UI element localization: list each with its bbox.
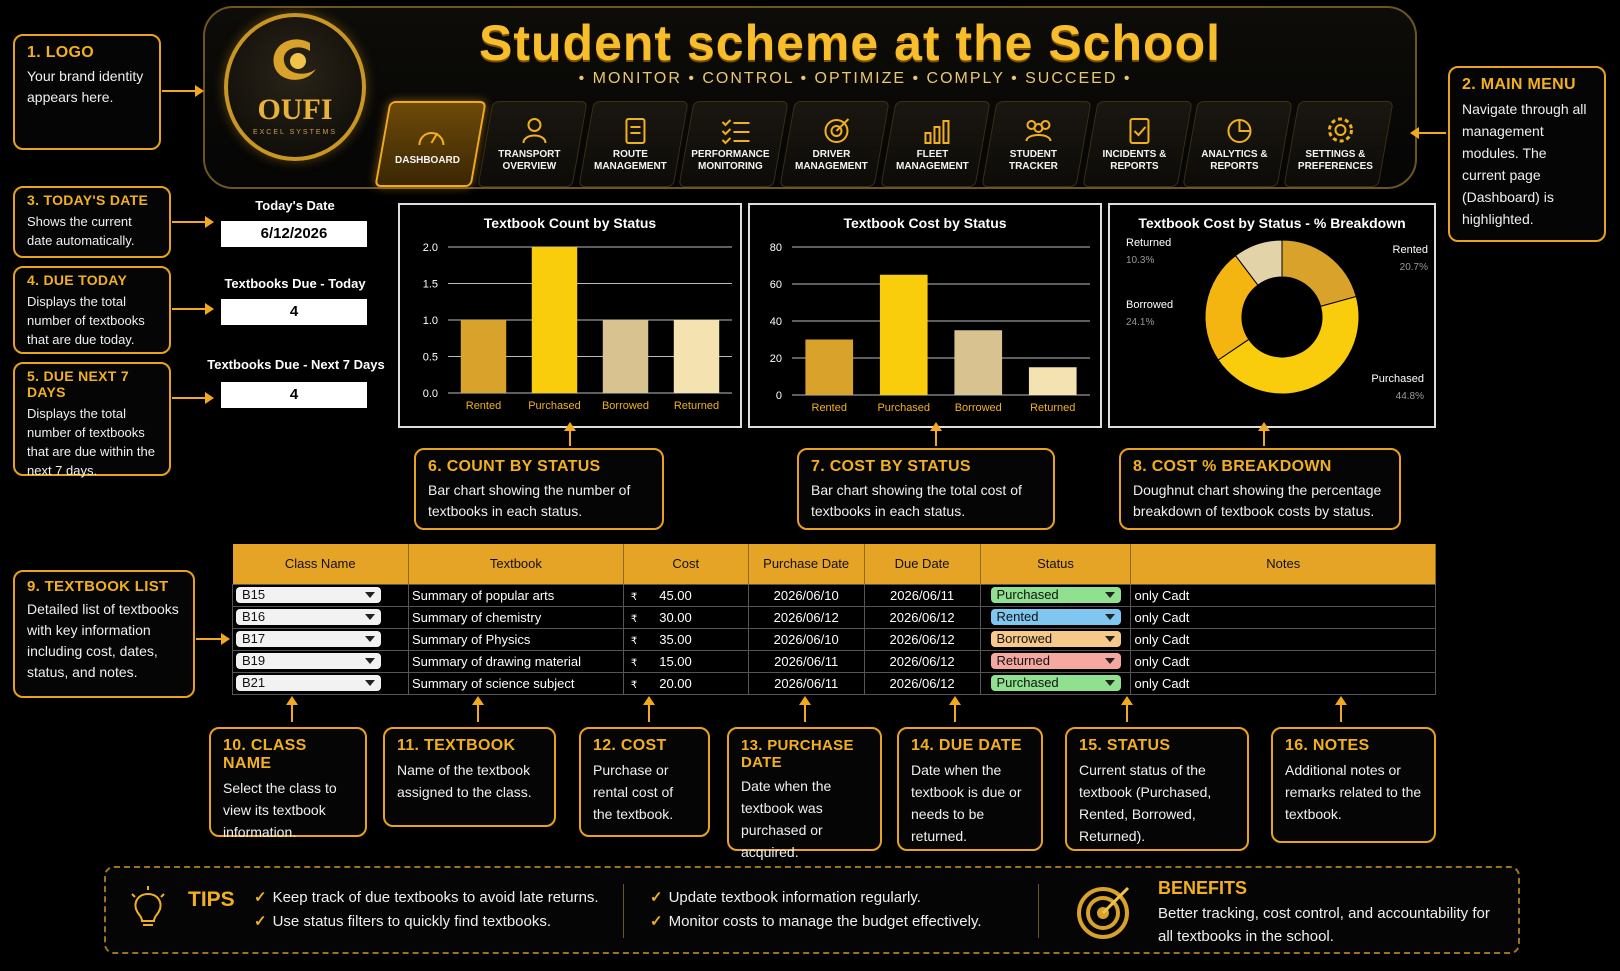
bar[interactable] (954, 330, 1002, 395)
status-select[interactable]: Rented (991, 609, 1121, 625)
arrow-icon (935, 430, 937, 446)
callout-title: 5. DUE NEXT 7 DAYS (27, 368, 129, 400)
slice-percent: 10.3% (1126, 255, 1155, 266)
arrow-icon (1126, 704, 1128, 722)
callout-desc: Purchase or rental cost of the textbook. (593, 762, 674, 822)
class-select[interactable]: B16 (236, 609, 381, 625)
gear-icon (1325, 115, 1357, 145)
callout-count-by-status (414, 448, 664, 530)
callout-desc: Doughnut chart showing the percentage breakdown of textbook costs by status. (1133, 482, 1382, 519)
due-date-cell[interactable]: 2026/06/12 (864, 628, 980, 650)
menu-label: INCIDENTS & REPORTS (1102, 149, 1166, 172)
cost-value: 35.00 (659, 631, 692, 647)
divider (623, 884, 624, 938)
menu-label: PERFORMANCE MONITORING (691, 149, 770, 172)
table-row (233, 628, 1436, 650)
textbook-cell[interactable]: Summary of drawing material (408, 650, 623, 672)
y-tick-label: 60 (769, 279, 782, 291)
callout-notes (1271, 727, 1436, 843)
status-select[interactable]: Borrowed (991, 631, 1121, 647)
user-icon (519, 115, 551, 145)
cost-cell[interactable] (623, 606, 748, 628)
purchase-date-cell[interactable]: 2026/06/11 (748, 650, 864, 672)
arrow-icon (172, 221, 212, 223)
logo-text: OUFI (257, 93, 333, 126)
slice-percent: 20.7% (1399, 262, 1428, 273)
currency-icon: ₹ (630, 657, 638, 669)
report-icon (1123, 115, 1155, 145)
tip-item: ✓ Keep track of due textbooks to avoid late returns. (254, 889, 599, 906)
lightbulb-icon (128, 886, 168, 932)
callout-desc: Your brand identity appears here. (27, 68, 144, 105)
bar[interactable] (461, 320, 506, 393)
callout-desc: Bar chart showing the total cost of textbooks in each status. (811, 482, 1022, 519)
notes-cell[interactable]: only Cadt (1131, 584, 1436, 606)
callout-title: 4. DUE TODAY (27, 272, 128, 288)
target-icon (1076, 882, 1134, 940)
group-icon (1023, 115, 1055, 145)
main-menu (382, 101, 1392, 187)
callout-cost-breakdown (1119, 448, 1401, 530)
callout-due-week (13, 362, 171, 476)
callout-desc: Date when the textbook was purchased or acquired. (741, 778, 832, 860)
menu-label: DRIVER MANAGEMENT (795, 149, 868, 172)
target-icon (821, 115, 853, 145)
y-tick-label: 40 (769, 316, 782, 328)
menu-item-driver-management[interactable] (780, 101, 890, 187)
logo[interactable] (224, 13, 366, 161)
textbook-cell[interactable]: Summary of Physics (408, 628, 623, 650)
callout-desc: Bar chart showing the number of textbooks in each status. (428, 482, 631, 519)
y-tick-label: 0.0 (422, 388, 438, 400)
textbook-cell[interactable]: Summary of chemistry (408, 606, 623, 628)
table-row (233, 584, 1436, 606)
y-tick-label: 20 (769, 353, 782, 365)
arrow-icon (1263, 430, 1265, 446)
menu-item-student-tracker[interactable] (981, 101, 1091, 187)
callout-desc: Additional notes or remarks related to the textbook. (1285, 762, 1422, 822)
purchase-date-cell[interactable]: 2026/06/10 (748, 584, 864, 606)
tips-panel (104, 866, 1520, 954)
notes-cell[interactable]: only Cadt (1131, 606, 1436, 628)
arrow-icon (804, 704, 806, 722)
menu-item-analytics-reports[interactable] (1183, 101, 1293, 187)
menu-label: TRANSPORT OVERVIEW (498, 149, 561, 172)
callout-status (1065, 727, 1249, 851)
cost-value: 15.00 (659, 653, 692, 669)
menu-item-route-management[interactable] (578, 101, 688, 187)
callout-title: 6. COUNT BY STATUS (428, 458, 601, 475)
x-tick-label: Borrowed (601, 400, 650, 412)
class-select[interactable]: B19 (236, 653, 381, 669)
arrow-icon (162, 90, 202, 92)
callout-cost-by-status (797, 448, 1055, 530)
table-row (233, 672, 1436, 694)
x-tick-label: Purchased (528, 400, 581, 412)
slice-label: Returned (1126, 237, 1172, 249)
notes-cell[interactable]: only Cadt (1131, 650, 1436, 672)
due-week-value: 4 (221, 382, 367, 408)
column-header-purchase-date[interactable]: Purchase Date (748, 544, 864, 584)
slice-label: Rented (1392, 244, 1428, 256)
cost-value: 45.00 (659, 587, 692, 603)
tip-item: ✓ Update textbook information regularly. (650, 889, 921, 906)
column-header-due-date[interactable]: Due Date (864, 544, 980, 584)
cost-cell[interactable] (623, 628, 748, 650)
cost-cell[interactable] (623, 672, 748, 694)
today-date-value: 6/12/2026 (221, 221, 367, 247)
benefits-title: BENEFITS (1158, 878, 1248, 898)
menu-item-performance-monitoring[interactable] (679, 101, 789, 187)
doughnut-slice[interactable] (1282, 240, 1356, 306)
bar[interactable] (880, 275, 928, 395)
menu-item-settings-preferences[interactable] (1284, 101, 1394, 187)
callout-due-today (13, 266, 171, 354)
callout-desc: Current status of the textbook (Purchased, Rented, Borrowed, Returned). (1079, 762, 1212, 844)
callout-desc: Displays the total number of textbooks that are due today. (27, 294, 145, 347)
menu-item-transport-overview[interactable] (477, 101, 587, 187)
currency-icon: ₹ (630, 679, 638, 691)
cost-value: 30.00 (659, 609, 692, 625)
arrow-icon (1412, 132, 1446, 134)
cost-doughnut-chart (1110, 205, 1434, 426)
status-select[interactable]: Purchased (991, 675, 1121, 691)
tagline: • MONITOR • CONTROL • OPTIMIZE • COMPLY • SUCCEED • (578, 70, 1132, 87)
column-header-textbook[interactable]: Textbook (408, 544, 623, 584)
due-date-cell[interactable]: 2026/06/12 (864, 606, 980, 628)
y-tick-label: 0 (775, 390, 782, 402)
callout-due-date (897, 727, 1043, 851)
cost-cell[interactable] (623, 650, 748, 672)
y-tick-label: 1.0 (422, 315, 438, 327)
today-date-label: Today's Date (255, 198, 335, 213)
purchase-date-cell[interactable]: 2026/06/10 (748, 628, 864, 650)
y-tick-label: 1.5 (422, 278, 438, 291)
menu-label: FLEET MANAGEMENT (895, 149, 969, 172)
arrow-icon (196, 638, 228, 640)
callout-title: 9. TEXTBOOK LIST (27, 578, 169, 595)
x-tick-label: Returned (673, 400, 720, 412)
cost-bar-chart (750, 205, 1100, 426)
textbook-cell[interactable]: Summary of science subject (408, 672, 623, 694)
gauge-icon (416, 121, 448, 151)
callout-main-menu (1448, 66, 1606, 242)
callout-textbook-list (13, 570, 195, 698)
callout-cost (579, 727, 710, 837)
bar[interactable] (805, 340, 853, 396)
class-select[interactable]: B15 (236, 587, 381, 603)
status-select[interactable]: Returned (991, 653, 1121, 669)
check-icon: ✓ (254, 913, 267, 930)
due-date-cell[interactable]: 2026/06/11 (864, 584, 980, 606)
menu-label: ROUTE MANAGEMENT (593, 149, 667, 172)
check-icon: ✓ (650, 913, 663, 930)
chart-title: Textbook Cost by Status (843, 215, 1007, 231)
cost-value: 20.00 (659, 675, 692, 691)
notes-cell[interactable]: only Cadt (1131, 628, 1436, 650)
callout-title: 11. TEXTBOOK (397, 737, 516, 754)
benefits-desc: Better tracking, cost control, and accountability for all textbooks in the school. (1158, 905, 1490, 945)
logo-swirl-icon (262, 33, 330, 93)
callout-title: 12. COST (593, 737, 667, 754)
callout-desc: Shows the current date automatically. (27, 214, 135, 248)
bar[interactable] (1029, 367, 1077, 395)
callout-desc: Detailed list of textbooks with key information including cost, dates, status, and notes. (27, 601, 179, 680)
textbook-cell[interactable]: Summary of popular arts (408, 584, 623, 606)
status-select[interactable]: Purchased (991, 587, 1121, 603)
y-tick-label: 80 (769, 242, 782, 254)
menu-label: DASHBOARD (394, 155, 460, 166)
bar-growth-icon (922, 115, 954, 145)
chart-count-panel (398, 203, 742, 428)
check-icon: ✓ (650, 889, 663, 906)
bar[interactable] (603, 320, 648, 393)
column-header-notes[interactable]: Notes (1131, 544, 1436, 584)
due-date-cell[interactable]: 2026/06/12 (864, 672, 980, 694)
x-tick-label: Rented (811, 402, 847, 414)
menu-item-incidents-reports[interactable] (1082, 101, 1192, 187)
chart-cost-panel (748, 203, 1102, 428)
table-row (233, 650, 1436, 672)
purchase-date-cell[interactable]: 2026/06/12 (748, 606, 864, 628)
tip-item: ✓ Use status filters to quickly find textbooks. (254, 913, 552, 930)
x-tick-label: Borrowed (954, 402, 1002, 414)
callout-desc: Date when the textbook is due or needs to be returned. (911, 762, 1022, 844)
textbook-table (232, 544, 1436, 695)
callout-date (13, 186, 171, 258)
callout-logo (13, 34, 161, 150)
check-icon: ✓ (254, 889, 267, 906)
callout-title: 14. DUE DATE (911, 737, 1022, 754)
arrow-icon (477, 704, 479, 722)
column-header-class-name[interactable]: Class Name (233, 544, 409, 584)
menu-label: STUDENT TRACKER (1008, 149, 1058, 172)
checklist-icon (720, 115, 752, 145)
y-tick-label: 0.5 (422, 351, 438, 364)
currency-icon: ₹ (630, 613, 638, 625)
column-header-status[interactable]: Status (980, 544, 1131, 584)
tip-item: ✓ Monitor costs to manage the budget effectively. (650, 913, 982, 930)
notes-cell[interactable]: only Cadt (1131, 672, 1436, 694)
x-tick-label: Returned (1030, 402, 1076, 414)
clipboard-icon (619, 115, 651, 145)
callout-title: 10. CLASS NAME (223, 737, 307, 772)
pie-icon (1224, 115, 1256, 145)
divider (1038, 884, 1039, 938)
callout-desc: Navigate through all management modules. The current page (Dashboard) is highlighted. (1462, 101, 1587, 227)
callout-title: 13. PURCHASE DATE (741, 737, 854, 771)
arrow-icon (954, 704, 956, 722)
arrow-icon (569, 430, 571, 446)
class-select[interactable]: B17 (236, 631, 381, 647)
currency-icon: ₹ (630, 635, 638, 647)
slice-percent: 44.8% (1395, 391, 1424, 402)
callout-title: 3. TODAY'S DATE (27, 192, 149, 208)
callout-title: 1. LOGO (27, 44, 94, 61)
chart-title: Textbook Cost by Status - % Breakdown (1138, 215, 1406, 231)
y-tick-label: 2.0 (422, 242, 438, 254)
due-week-label: Textbooks Due - Next 7 Days (207, 357, 385, 372)
slice-percent: 24.1% (1126, 317, 1155, 328)
class-select[interactable]: B21 (236, 675, 381, 691)
due-today-label: Textbooks Due - Today (224, 276, 366, 291)
currency-icon: ₹ (630, 591, 638, 603)
cost-cell[interactable] (623, 584, 748, 606)
table-header-row (233, 544, 1436, 584)
tips-title: TIPS (188, 888, 235, 911)
arrow-icon (172, 308, 212, 310)
menu-label: SETTINGS & PREFERENCES (1298, 149, 1374, 172)
column-header-cost[interactable]: Cost (623, 544, 748, 584)
callout-title: 2. MAIN MENU (1462, 76, 1576, 93)
menu-label: ANALYTICS & REPORTS (1201, 149, 1268, 172)
chart-title: Textbook Count by Status (483, 215, 657, 231)
callout-desc: Select the class to view its textbook information. (223, 780, 337, 840)
page-title: Student scheme at the School (478, 15, 1221, 71)
arrow-icon (291, 704, 293, 722)
callout-title: 15. STATUS (1079, 737, 1171, 754)
arrow-icon (648, 704, 650, 722)
slice-label: Purchased (1371, 373, 1424, 385)
callout-textbook (383, 727, 556, 827)
callout-title: 8. COST % BREAKDOWN (1133, 458, 1332, 475)
bar[interactable] (674, 320, 719, 393)
callout-desc: Name of the textbook assigned to the class. (397, 762, 532, 800)
purchase-date-cell[interactable]: 2026/06/11 (748, 672, 864, 694)
table-row (233, 606, 1436, 628)
chart-breakdown-panel (1108, 203, 1436, 428)
slice-label: Borrowed (1126, 299, 1174, 311)
x-tick-label: Purchased (877, 402, 931, 414)
logo-subtext: EXCEL SYSTEMS (252, 129, 338, 136)
callout-class-name (209, 727, 367, 840)
x-tick-label: Rented (465, 400, 502, 412)
callout-desc: Displays the total number of textbooks that are due within the next 7 days. (27, 406, 155, 478)
due-date-cell[interactable]: 2026/06/12 (864, 650, 980, 672)
arrow-icon (172, 397, 212, 399)
count-bar-chart (400, 205, 740, 426)
menu-item-fleet-management[interactable] (880, 101, 990, 187)
callout-title: 16. NOTES (1285, 737, 1370, 754)
callout-purchase-date (727, 727, 882, 860)
due-today-value: 4 (221, 299, 367, 325)
arrow-icon (1340, 704, 1342, 722)
callout-title: 7. COST BY STATUS (811, 458, 971, 475)
bar[interactable] (532, 247, 577, 393)
menu-item-dashboard[interactable] (374, 101, 486, 187)
